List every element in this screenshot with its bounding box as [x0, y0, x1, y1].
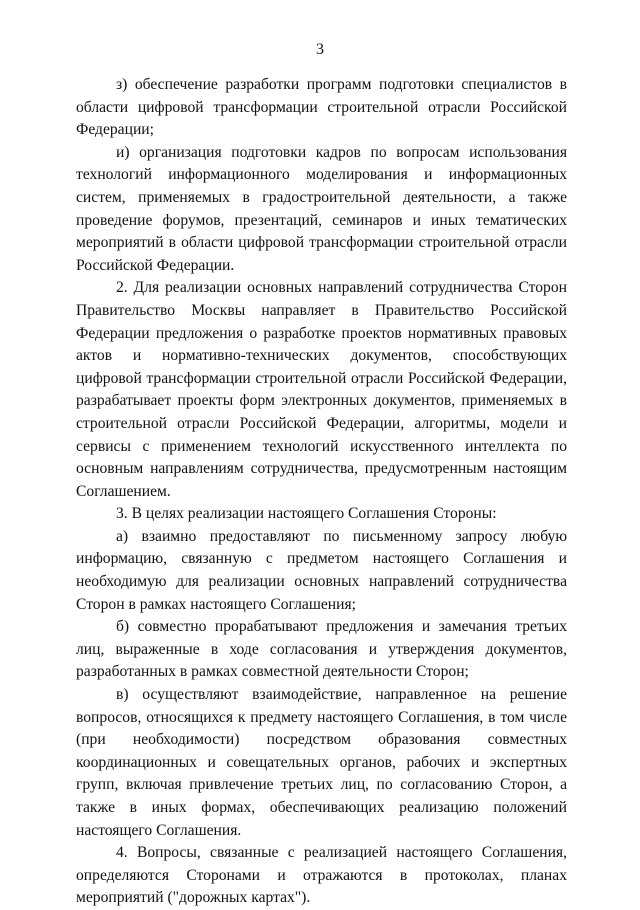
paragraph-clause-3: 3. В целях реализации настоящего Соглашения Стороны: [116, 505, 497, 523]
paragraph-item-v: в) осуществляют взаимодействие, направленное на решение вопросов, относящихся к предмету настоящего Соглашения, в том числе (при необходимости) посредством образования совместных координационных и совещательных органов, рабочих и экспертных групп, включая привлечение третьих лиц, по согласованию Сторон, а также в иных формах, обеспечивающих реализацию положений настоящего Соглашения. [76, 686, 567, 839]
paragraph-item-i: и) организация подготовки кадров по вопросам использования технологий информационного моделирования и информационных систем, применяемых в градостроительной деятельности, а также проведение форумов, презентаций, семинаров и иных тематических мероприятий в области цифровой трансформации строительной отрасли Российской Федерации. [76, 143, 567, 274]
paragraph-clause-4: 4. Вопросы, связанные с реализацией настоящего Соглашения, определяются Сторонами и отражаются в протоколах, планах мероприятий ("дорожных картах"). [76, 844, 567, 907]
paragraph-item-z: з) обеспечение разработки программ подготовки специалистов в области цифровой трансформации строительной отрасли Российской Федерации; [76, 76, 567, 139]
page-number: 3 [316, 41, 324, 58]
paragraph-item-a: а) взаимно предоставляют по письменному запросу любую информацию, связанную с предметом настоящего Соглашения и необходимую для реализации основных направлений сотрудничества Сторон в рамках настоящего Соглашения; [76, 527, 567, 613]
document-body [76, 74, 567, 910]
paragraph-clause-2: 2. Для реализации основных направлений сотрудничества Сторон Правительство Москвы направляет в Правительство Российской Федерации предложения о разработке проектов нормативных правовых актов и нормативно-технических документов, способствующих цифровой трансформации строительной отрасли Российской Федерации, разрабатывает проекты форм электронных документов, применяемых в строительной отрасли Российской Федерации, алгоритмы, модели и сервисы с применением технологий искусственного интеллекта по основным направлениям сотрудничества, предусмотренным настоящим Соглашением. [76, 279, 567, 500]
paragraph-item-b: б) совместно прорабатывают предложения и замечания третьих лиц, выраженные в ходе согласования и утверждения документов, разработанных в рамках совместной деятельности Сторон; [76, 618, 567, 681]
